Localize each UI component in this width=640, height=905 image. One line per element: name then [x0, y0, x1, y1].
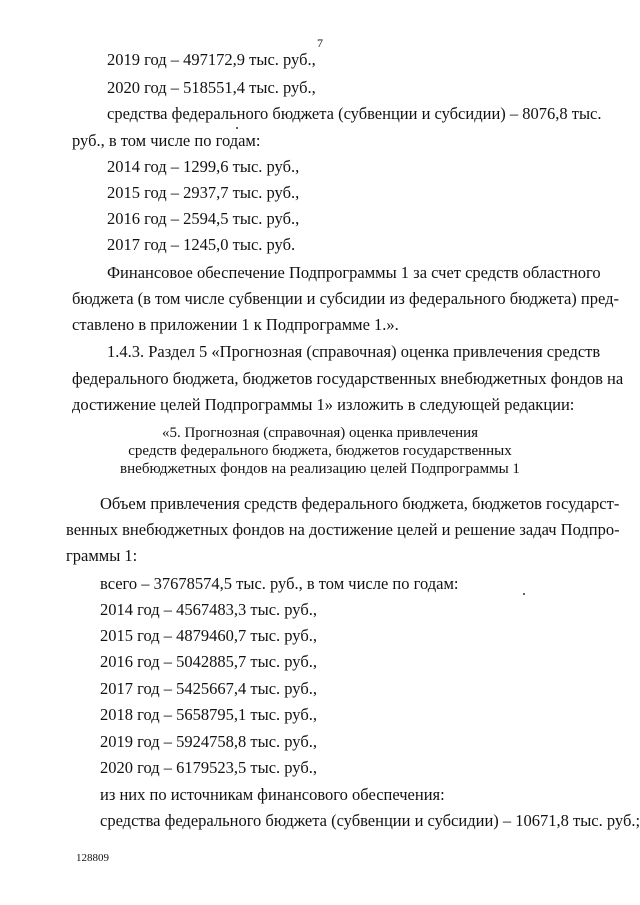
text-line: достижение целей Подпрограммы 1» изложить в следующей редакции:	[72, 395, 575, 414]
scan-speck	[236, 127, 238, 129]
text-line: всего – 37678574,5 тыс. руб., в том числе по годам:	[100, 574, 459, 593]
document-code: 128809	[76, 852, 109, 864]
text-line: 2016 год – 2594,5 тыс. руб.,	[107, 209, 300, 228]
text-line: 2017 год – 1245,0 тыс. руб.	[107, 235, 296, 254]
text-line: 2019 год – 497172,9 тыс. руб.,	[107, 50, 316, 69]
text-line: Финансовое обеспечение Подпрограммы 1 за счет средств областного	[107, 263, 601, 282]
text-line: бюджета (в том числе субвенции и субсидии из федерального бюджета) пред-	[72, 289, 619, 308]
section-heading-line: средств федерального бюджета, бюджетов государственных	[128, 443, 512, 459]
section-heading-line: внебюджетных фондов на реализацию целей Подпрограммы 1	[120, 461, 520, 477]
text-line: 2019 год – 5924758,8 тыс. руб.,	[100, 732, 317, 751]
text-line: 2015 год – 4879460,7 тыс. руб.,	[100, 626, 317, 645]
text-line: средства федерального бюджета (субвенции и субсидии) – 8076,8 тыс.	[107, 104, 602, 123]
text-line: 2016 год – 5042885,7 тыс. руб.,	[100, 652, 317, 671]
text-line: 2014 год – 4567483,3 тыс. руб.,	[100, 600, 317, 619]
section-heading-line: «5. Прогнозная (справочная) оценка привлечения	[161, 425, 479, 441]
text-line: руб., в том числе по годам:	[72, 131, 261, 150]
scan-speck	[523, 593, 525, 595]
text-line: 2014 год – 1299,6 тыс. руб.,	[107, 157, 300, 176]
text-line: 2015 год – 2937,7 тыс. руб.,	[107, 183, 300, 202]
text-line: 2020 год – 6179523,5 тыс. руб.,	[100, 758, 317, 777]
text-line: средства федерального бюджета (субвенции и субсидии) – 10671,8 тыс. руб.;	[100, 811, 640, 830]
text-line: Объем привлечения средств федерального бюджета, бюджетов государст-	[100, 494, 620, 513]
text-line: ставлено в приложении 1 к Подпрограмме 1.».	[72, 315, 399, 334]
text-line: граммы 1:	[66, 546, 138, 565]
text-line: федерального бюджета, бюджетов государственных внебюджетных фондов на	[72, 369, 624, 388]
page-number: 7	[317, 36, 323, 50]
text-line: венных внебюджетных фондов на достижение целей и решение задач Подпро-	[66, 520, 620, 539]
text-line: 2018 год – 5658795,1 тыс. руб.,	[100, 705, 317, 724]
text-line: 2020 год – 518551,4 тыс. руб.,	[107, 78, 316, 97]
text-line: 1.4.3. Раздел 5 «Прогнозная (справочная) оценка привлечения средств	[107, 342, 601, 361]
text-line: 2017 год – 5425667,4 тыс. руб.,	[100, 679, 317, 698]
text-line: из них по источникам финансового обеспечения:	[100, 785, 445, 804]
